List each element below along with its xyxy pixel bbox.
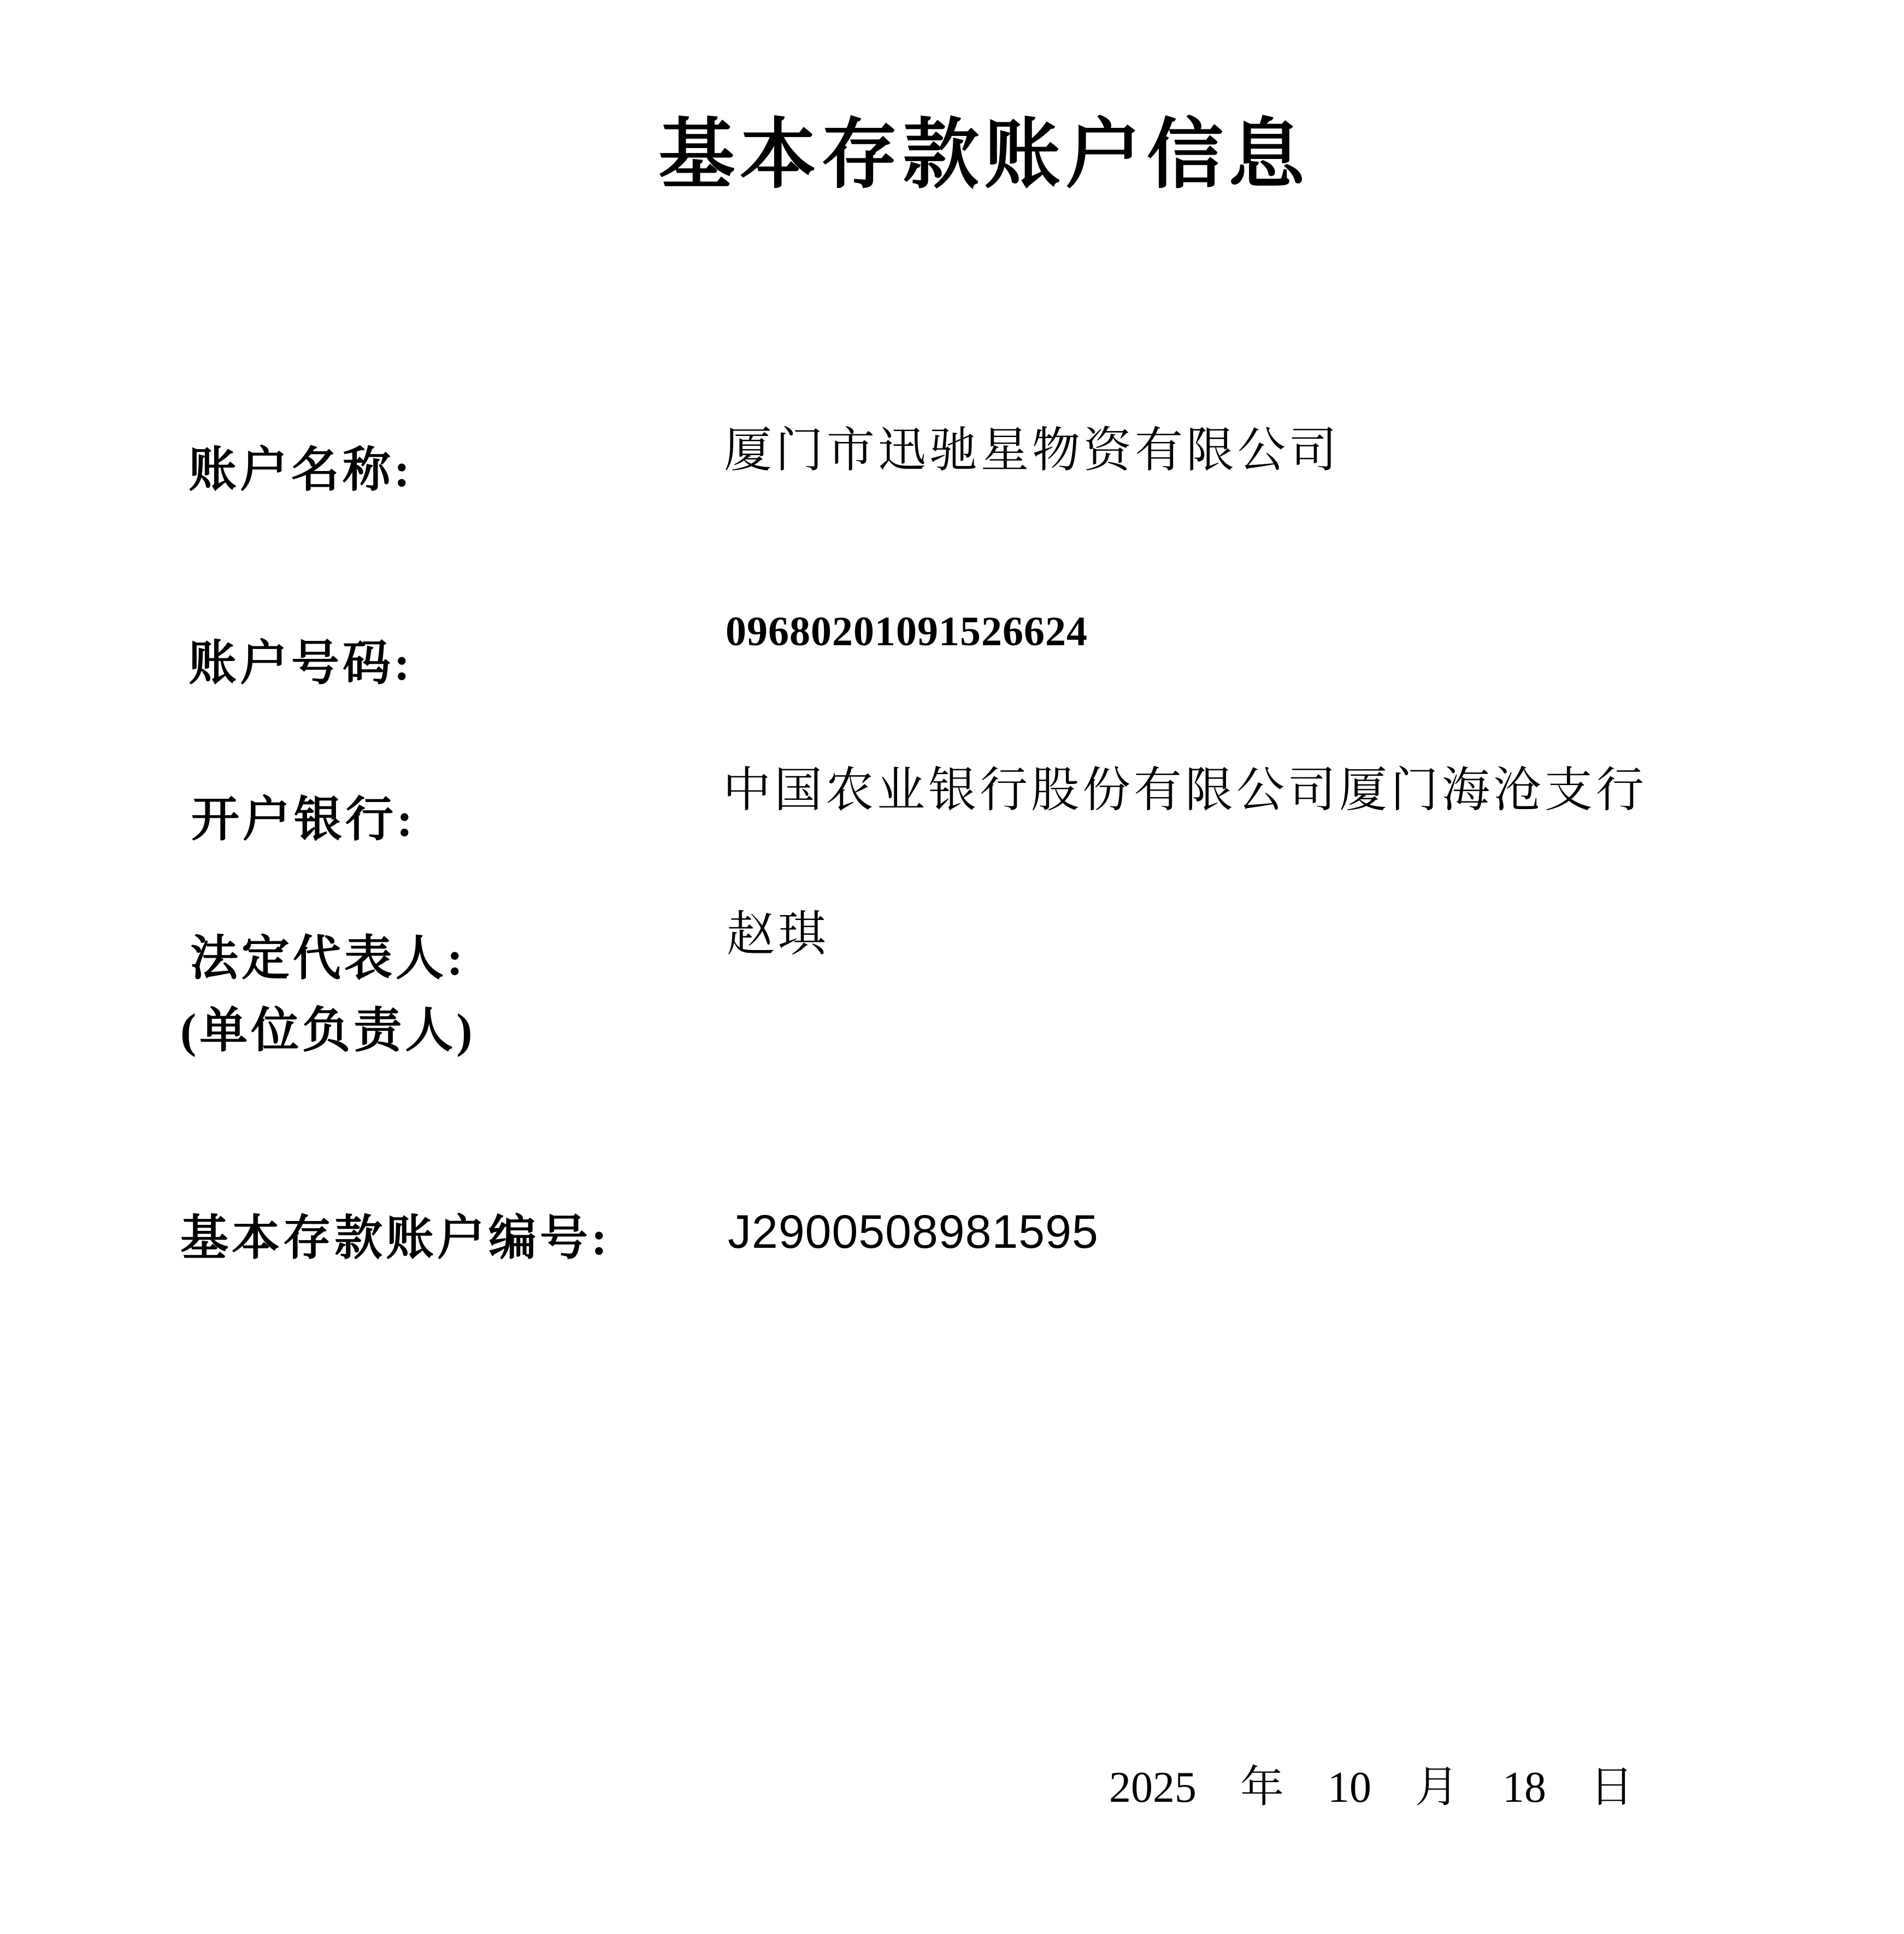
basic-account-id-label: 基本存款账户编号: [180, 1212, 611, 1265]
legal-representative-sublabel: (单位负责人) [180, 1005, 476, 1058]
bank-value: 中国农业银行股份有限公司厦门海沧支行 [723, 764, 1648, 817]
account-name-value: 厦门市迅驰星物资有限公司 [724, 424, 1341, 477]
account-number-label: 账户号码: [188, 638, 414, 691]
account-number-value: 09680201091526624 [726, 609, 1088, 655]
legal-representative-value: 赵琪 [727, 909, 830, 962]
page-title: 基本存款账户信息 [658, 113, 1310, 198]
legal-representative-label: 法定代表人: [190, 933, 467, 986]
bank-label: 开户银行: [191, 794, 416, 847]
account-name-label: 账户名称: [188, 444, 414, 497]
basic-account-id-value: J2900508981595 [728, 1206, 1099, 1258]
document-date: 2025 年 10 月 18 日 [1109, 1764, 1634, 1812]
